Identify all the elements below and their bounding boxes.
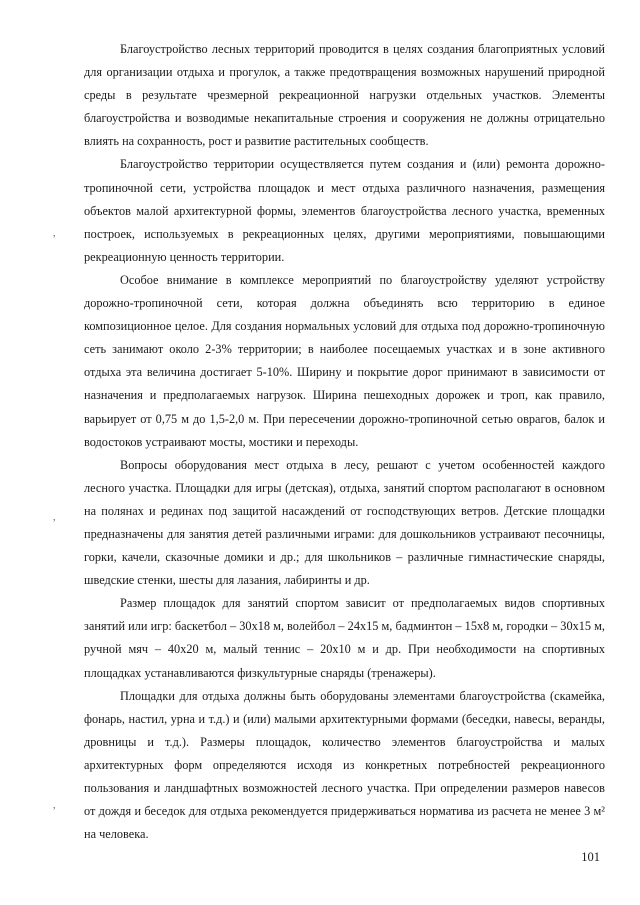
margin-scan-mark: , bbox=[53, 800, 56, 811]
paragraph-5: Размер площадок для занятий спортом зависит от предполагаемых видов спортивных занятий или игр: баскетбол – 30х18 м, волейбол – 24х15 м, бадминтон – 15х8 м, городки – 30х15 м, ручной мяч – 40х20 м, малый теннис – 20х10 м и др. При необходимости на спортивных площадках устанавливаются физкультурные снаряды (тренажеры). bbox=[84, 596, 605, 680]
margin-scan-mark: , bbox=[53, 228, 56, 239]
paragraph-1: Благоустройство лесных территорий проводится в целях создания благоприятных условий для организации отдыха и прогулок, а также предотвращения возможных нарушений природной среды в результате чрезмерной рекреационной нагрузки отдельных участков. Элементы благоустройства и возводимые некапитальные строения и сооружения не должны отрицательно влиять на сохранность, рост и развитие растительных сообществ. bbox=[84, 42, 605, 149]
paragraph-2: Благоустройство территории осуществляется путем создания и (или) ремонта дорожно-тропиночной сети, устройства площадок и мест отдыха различного назначения, размещения объектов малой архитектурной формы, элементов благоустройства лесного участка, временных построек, используемых в рекреационных целях, другими мероприятиями, повышающими рекреационную ценность территории. bbox=[84, 157, 605, 264]
paragraph-6: Площадки для отдыха должны быть оборудованы элементами благоустройства (скамейка, фонарь, настил, урна и т.д.) и (или) малыми архитектурными формами (беседки, навесы, веранды, дровницы и т.д.). Размеры площадок, количество элементов благоустройства и малых архитектурных форм определяются исходя из конкретных потребностей рекреационного пользования и ландшафтных возможностей лесного участка. При определении размеров навесов от дождя и беседок для отдыха рекомендуется придерживаться норматива из расчета не менее 3 м² на человека. bbox=[84, 688, 605, 842]
paragraph-3: Особое внимание в комплексе мероприятий по благоустройству уделяют устройству дорожно-тропиночной сети, которая должна объединять всю территорию в единое композиционное целое. Для создания нормальных условий для отдыха под дорожно-тропиночную сеть занимают около 2-3% территории; в наиболее посещаемых участках и в зоне активного отдыха эта величина достигает 5-10%. Ширину и покрытие дорог принимают в зависимости от назначения и предполагаемых нагрузок. Ширина пешеходных дорожек и троп, как правило, варьирует от 0,75 м до 1,5-2,0 м. При пересечении дорожно-тропиночной сетью оврагов, балок и водостоков устраивают мосты, мостики и переходы. bbox=[84, 272, 605, 449]
page-number: 101 bbox=[581, 850, 600, 864]
margin-scan-mark: , bbox=[53, 512, 56, 523]
paragraph-4: Вопросы оборудования мест отдыха в лесу, решают с учетом особенностей каждого лесного участка. Площадки для игры (детская), отдыха, занятий спортом располагают в основном на полянах и рединах под защитой насаждений от господствующих ветров. Детские площадки предназначены для занятия детей различными играми: для дошкольников устраивают песочницы, горки, качели, сказочные домики и др.; для школьников – различные гимнастические снаряды, шведские стенки, шесты для лазания, лабиринты и др. bbox=[84, 457, 605, 588]
body-text bbox=[84, 38, 605, 846]
